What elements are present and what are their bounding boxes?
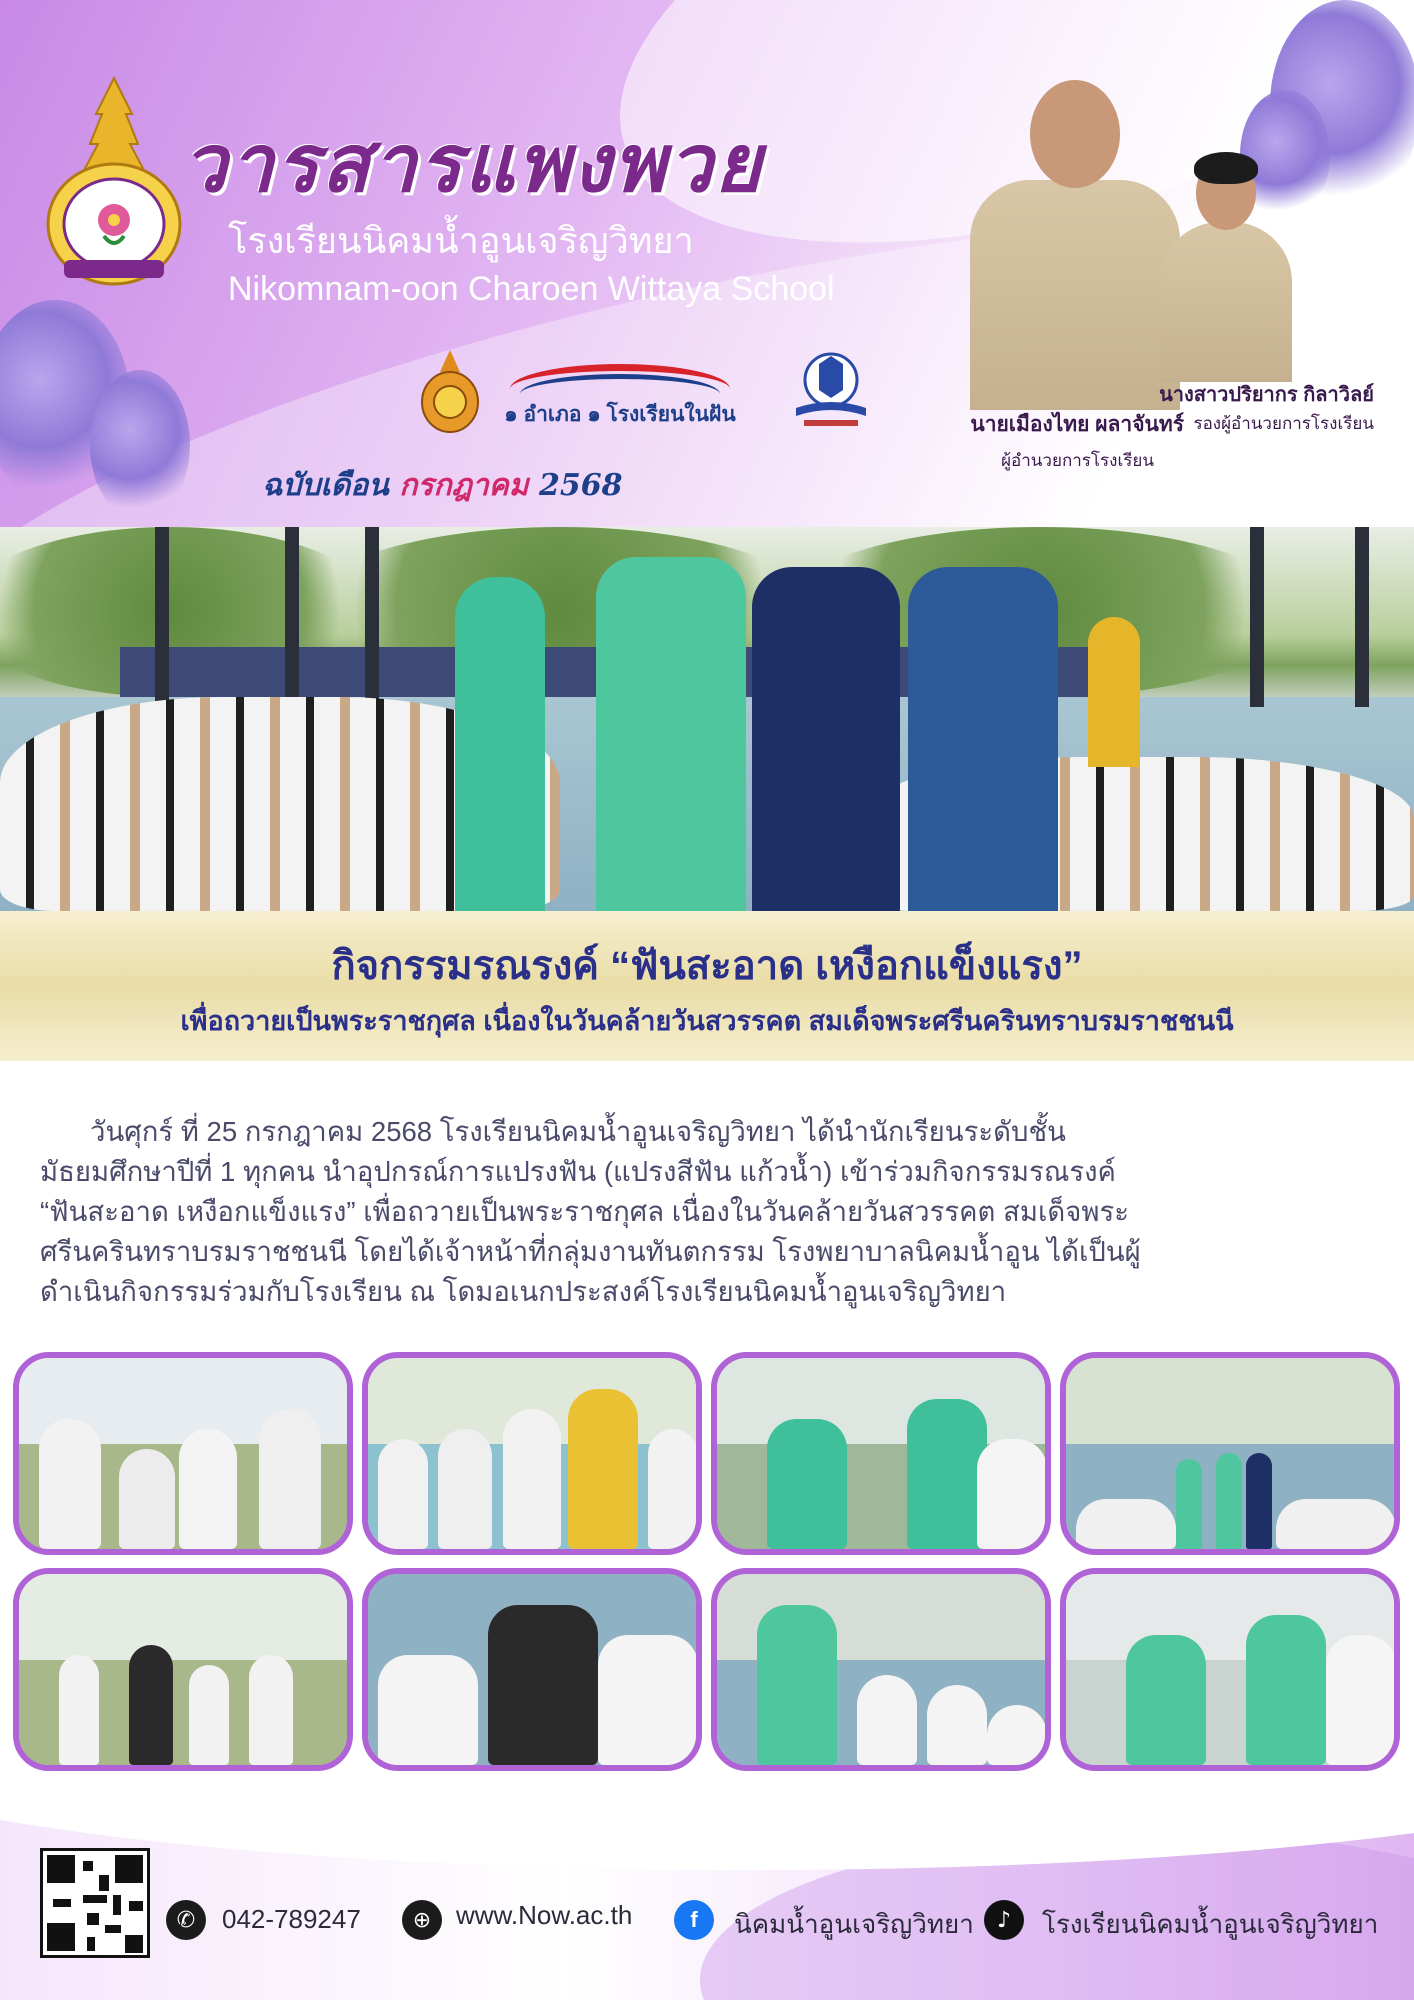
teacher-floral-dress [908, 567, 1058, 911]
director-role: ผู้อำนวยการโรงเรียน [1001, 451, 1154, 470]
photo-pole [1355, 527, 1369, 707]
deputy-hair [1194, 152, 1258, 184]
gallery-photo[interactable] [1060, 1568, 1400, 1771]
deputy-director-role: รองผู้อำนวยการโรงเรียน [1193, 414, 1374, 433]
gallery-photo[interactable] [362, 1568, 702, 1771]
gallery-photo[interactable] [711, 1568, 1051, 1771]
teacher-green-shirt [596, 557, 746, 911]
director-name: นายเมืองไทย ผลาจันทร์ [970, 413, 1184, 436]
article-body [40, 1112, 1374, 1312]
deputy-director-name: นางสาวปริยากร กิลาวิลย์ [1159, 384, 1374, 406]
school-name-english: Nikomnam-oon Charoen Wittaya School [228, 270, 835, 308]
magazine-header [0, 0, 1414, 527]
qr-code[interactable] [40, 1848, 150, 1958]
student-yellow-shirt [1088, 617, 1140, 767]
facebook-icon: f [674, 1900, 714, 1940]
footer-phone[interactable]: 042-789247 [222, 1904, 361, 1934]
director-photo [970, 80, 1180, 410]
gallery-photo[interactable] [13, 1568, 353, 1771]
teacher-back-view [455, 577, 545, 911]
photo-pole [365, 527, 379, 707]
tiktok-icon: ♪ [984, 1900, 1024, 1940]
magazine-title: วารสารแพงพวย [182, 116, 764, 210]
article-line: วันศุกร์ ที่ 25 กรกฎาคม 2568 โรงเรียนนิคมน้ำอูนเจริญวิทยา ได้นำนักเรียนระดับชั้น [90, 1116, 1066, 1147]
photo-pole [285, 527, 299, 707]
wisteria-decoration-left-2 [90, 370, 190, 520]
photo-pole [1250, 527, 1264, 707]
article-line: ดำเนินกิจกรรมร่วมกับโรงเรียน ณ โดมอเนกประสงค์โรงเรียนนิคมน้ำอูนเจริญวิทยา [40, 1276, 1007, 1307]
footer-background [0, 1790, 1414, 2000]
photo-gallery [13, 1352, 1401, 1772]
phone-icon: ✆ [166, 1900, 206, 1940]
article-line: ศรีนครินทราบรมราชชนนี โดยได้เจ้าหน้าที่กลุ่มงานทันตกรรม โรงพยาบาลนิคมน้ำอูน ได้เป็นผู้ [40, 1236, 1141, 1267]
officer-navy-jacket [752, 567, 900, 911]
issue-label [262, 462, 622, 509]
issue-year: 2568 [538, 468, 623, 503]
gallery-photo[interactable] [1060, 1352, 1400, 1555]
photo-pole [155, 527, 169, 707]
issue-month: กรกฎาคม [399, 468, 529, 503]
globe-icon: ⊕ [402, 1900, 442, 1940]
article-line: “ฟันสะอาด เหงือกแข็งแรง” เพื่อถวายเป็นพระราชกุศล เนื่องในวันคล้ายวันสวรรคต สมเด็จพระ [40, 1196, 1129, 1227]
main-event-photo [0, 527, 1414, 911]
school-emblem [34, 74, 194, 290]
school-name-thai: โรงเรียนนิคมน้ำอูนเจริญวิทยา [228, 220, 694, 261]
footer-facebook[interactable]: นิคมน้ำอูนเจริญวิทยา [734, 1909, 974, 1939]
quality-school-logo [786, 350, 876, 432]
footer-tiktok[interactable]: โรงเรียนนิคมน้ำอูนเจริญวิทยา [1042, 1909, 1379, 1939]
headline-subtitle: เพื่อถวายเป็นพระราชกุศล เนื่องในวันคล้ายวันสวรรคต สมเด็จพระศรีนครินทราบรมราชชนนี [180, 1006, 1234, 1036]
article-line: มัธยมศึกษาปีที่ 1 ทุกคน นำอุปกรณ์การแปรงฟัน (แปรงสีฟัน แก้วน้ำ) เข้าร่วมกิจกรรมรณรงค์ [40, 1156, 1116, 1187]
footer-website[interactable]: www.Now.ac.th [456, 1900, 633, 1930]
deputy-uniform [1160, 222, 1292, 382]
headline-band [0, 911, 1414, 1061]
one-district-one-dream-school-logo [500, 362, 740, 434]
gallery-photo[interactable] [13, 1352, 353, 1555]
director-uniform [970, 180, 1180, 410]
deputy-director-caption [1159, 378, 1374, 437]
issue-prefix: ฉบับเดือน [262, 468, 389, 503]
obec-logo [418, 348, 482, 434]
director-head [1030, 80, 1120, 188]
director-caption [970, 408, 1184, 474]
logo-text: ๑ อำเภอ ๑ โรงเรียนในฝัน [504, 403, 736, 426]
deputy-director-photo [1160, 152, 1292, 382]
gallery-photo[interactable] [362, 1352, 702, 1555]
gallery-photo[interactable] [711, 1352, 1051, 1555]
headline-title: กิจกรรมรณรงค์ “ฟันสะอาด เหงือกแข็งแรง” [331, 944, 1083, 988]
